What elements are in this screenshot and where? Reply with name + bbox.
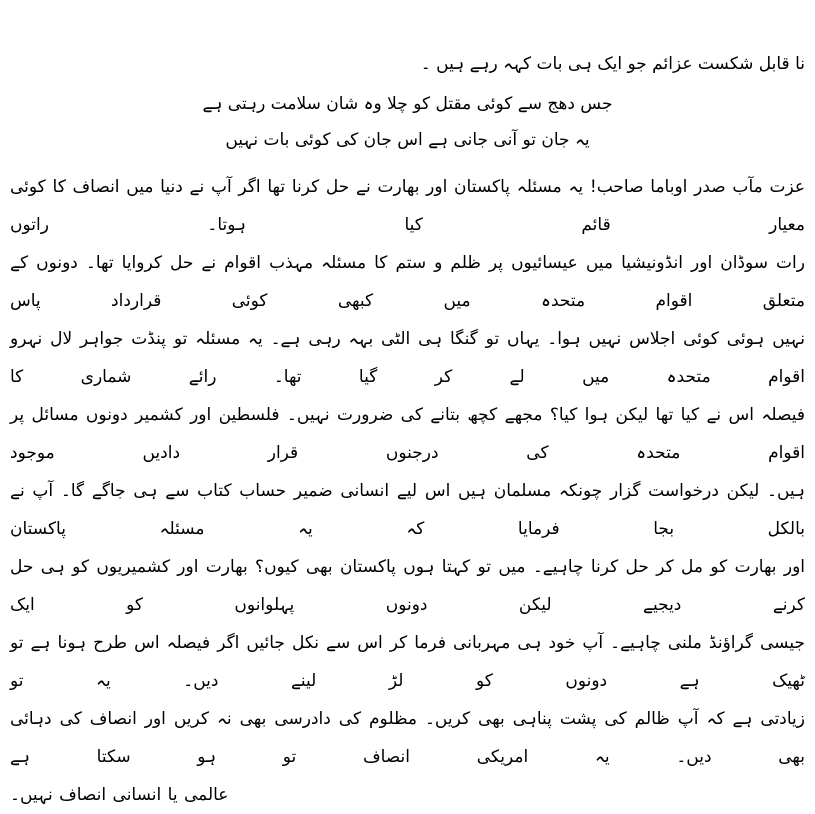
- paragraph-line: فیصلہ اس نے کیا تھا لیکن ہوا کیا؟ مجھے کچھ بتانے کی ضرورت نہیں۔ فلسطین اور کشمیر دونوں مسائل پر اقوام متحدہ کی درجنوں قرار دادیں موجود: [10, 405, 805, 463]
- paragraph-line: ہیں۔ لیکن درخواست گزار چونکہ مسلمان ہیں اس لیے انسانی ضمیر حساب کتاب سے ہی جاگے گا۔ آپ نے بالکل بجا فرمایا کہ یہ مسئلہ پاکستان: [10, 481, 805, 539]
- intro-line: نا قابل شکست عزائم جو ایک ہی بات کہہ رہے ہیں ۔: [420, 54, 805, 74]
- paragraph-line: زیادتی ہے کہ آپ ظالم کی پشت پناہی بھی کریں۔ مظلوم کی دادرسی بھی نہ کریں اور انصاف کی دہائی بھی دیں۔ یہ امریکی انصاف تو ہو سکتا ہے: [10, 709, 805, 767]
- couplet-line-1: جس دھج سے کوئی مقتل کو چلا وہ شان سلامت رہتی ہے: [202, 94, 613, 114]
- couplet: [10, 86, 805, 158]
- paragraph-line: عزت مآب صدر اوباما صاحب! یہ مسئلہ پاکستان اور بھارت نے حل کرنا تھا اگر آپ نے دنیا میں انصاف کا کوئی معیار قائم کیا ہوتا۔ راتوں: [10, 177, 805, 235]
- paragraph-line: اور بھارت کو مل کر حل کرنا چاہیے۔ میں تو کہتا ہوں پاکستان بھی کیوں؟ بھارت اور کشمیریوں کو ہی حل کرنے دیجیے لیکن دونوں پہلوانوں کو ایک: [10, 557, 805, 615]
- paragraph-last-line: عالمی یا انسانی انصاف نہیں۔: [10, 785, 229, 805]
- body-paragraph: [10, 168, 805, 814]
- couplet-line-2: یہ جان تو آنی جانی ہے اس جان کی کوئی بات نہیں: [225, 130, 590, 150]
- paragraph-line: رات سوڈان اور انڈونیشیا میں عیسائیوں پر ظلم و ستم کا مسئلہ مہذب اقوام نے حل کروایا تھا۔ دونوں کے متعلق اقوام متحدہ میں کبھی کوئی قرارداد پاس: [10, 253, 805, 311]
- paragraph-line: نہیں ہوئی کوئی اجلاس نہیں ہوا۔ یہاں تو گنگا ہی الٹی بہہ رہی ہے۔ یہ مسئلہ تو پنڈت جواہر لال نہرو اقوام متحدہ میں لے کر گیا تھا۔ رائے شماری کا: [10, 329, 805, 387]
- paragraph-line: جیسی گراؤنڈ ملنی چاہیے۔ آپ خود ہی مہربانی فرما کر اس سے نکل جائیں اگر فیصلہ اس طرح ہونا ہے تو ٹھیک ہے دونوں کو لڑ لینے دیں۔ یہ تو: [10, 633, 805, 691]
